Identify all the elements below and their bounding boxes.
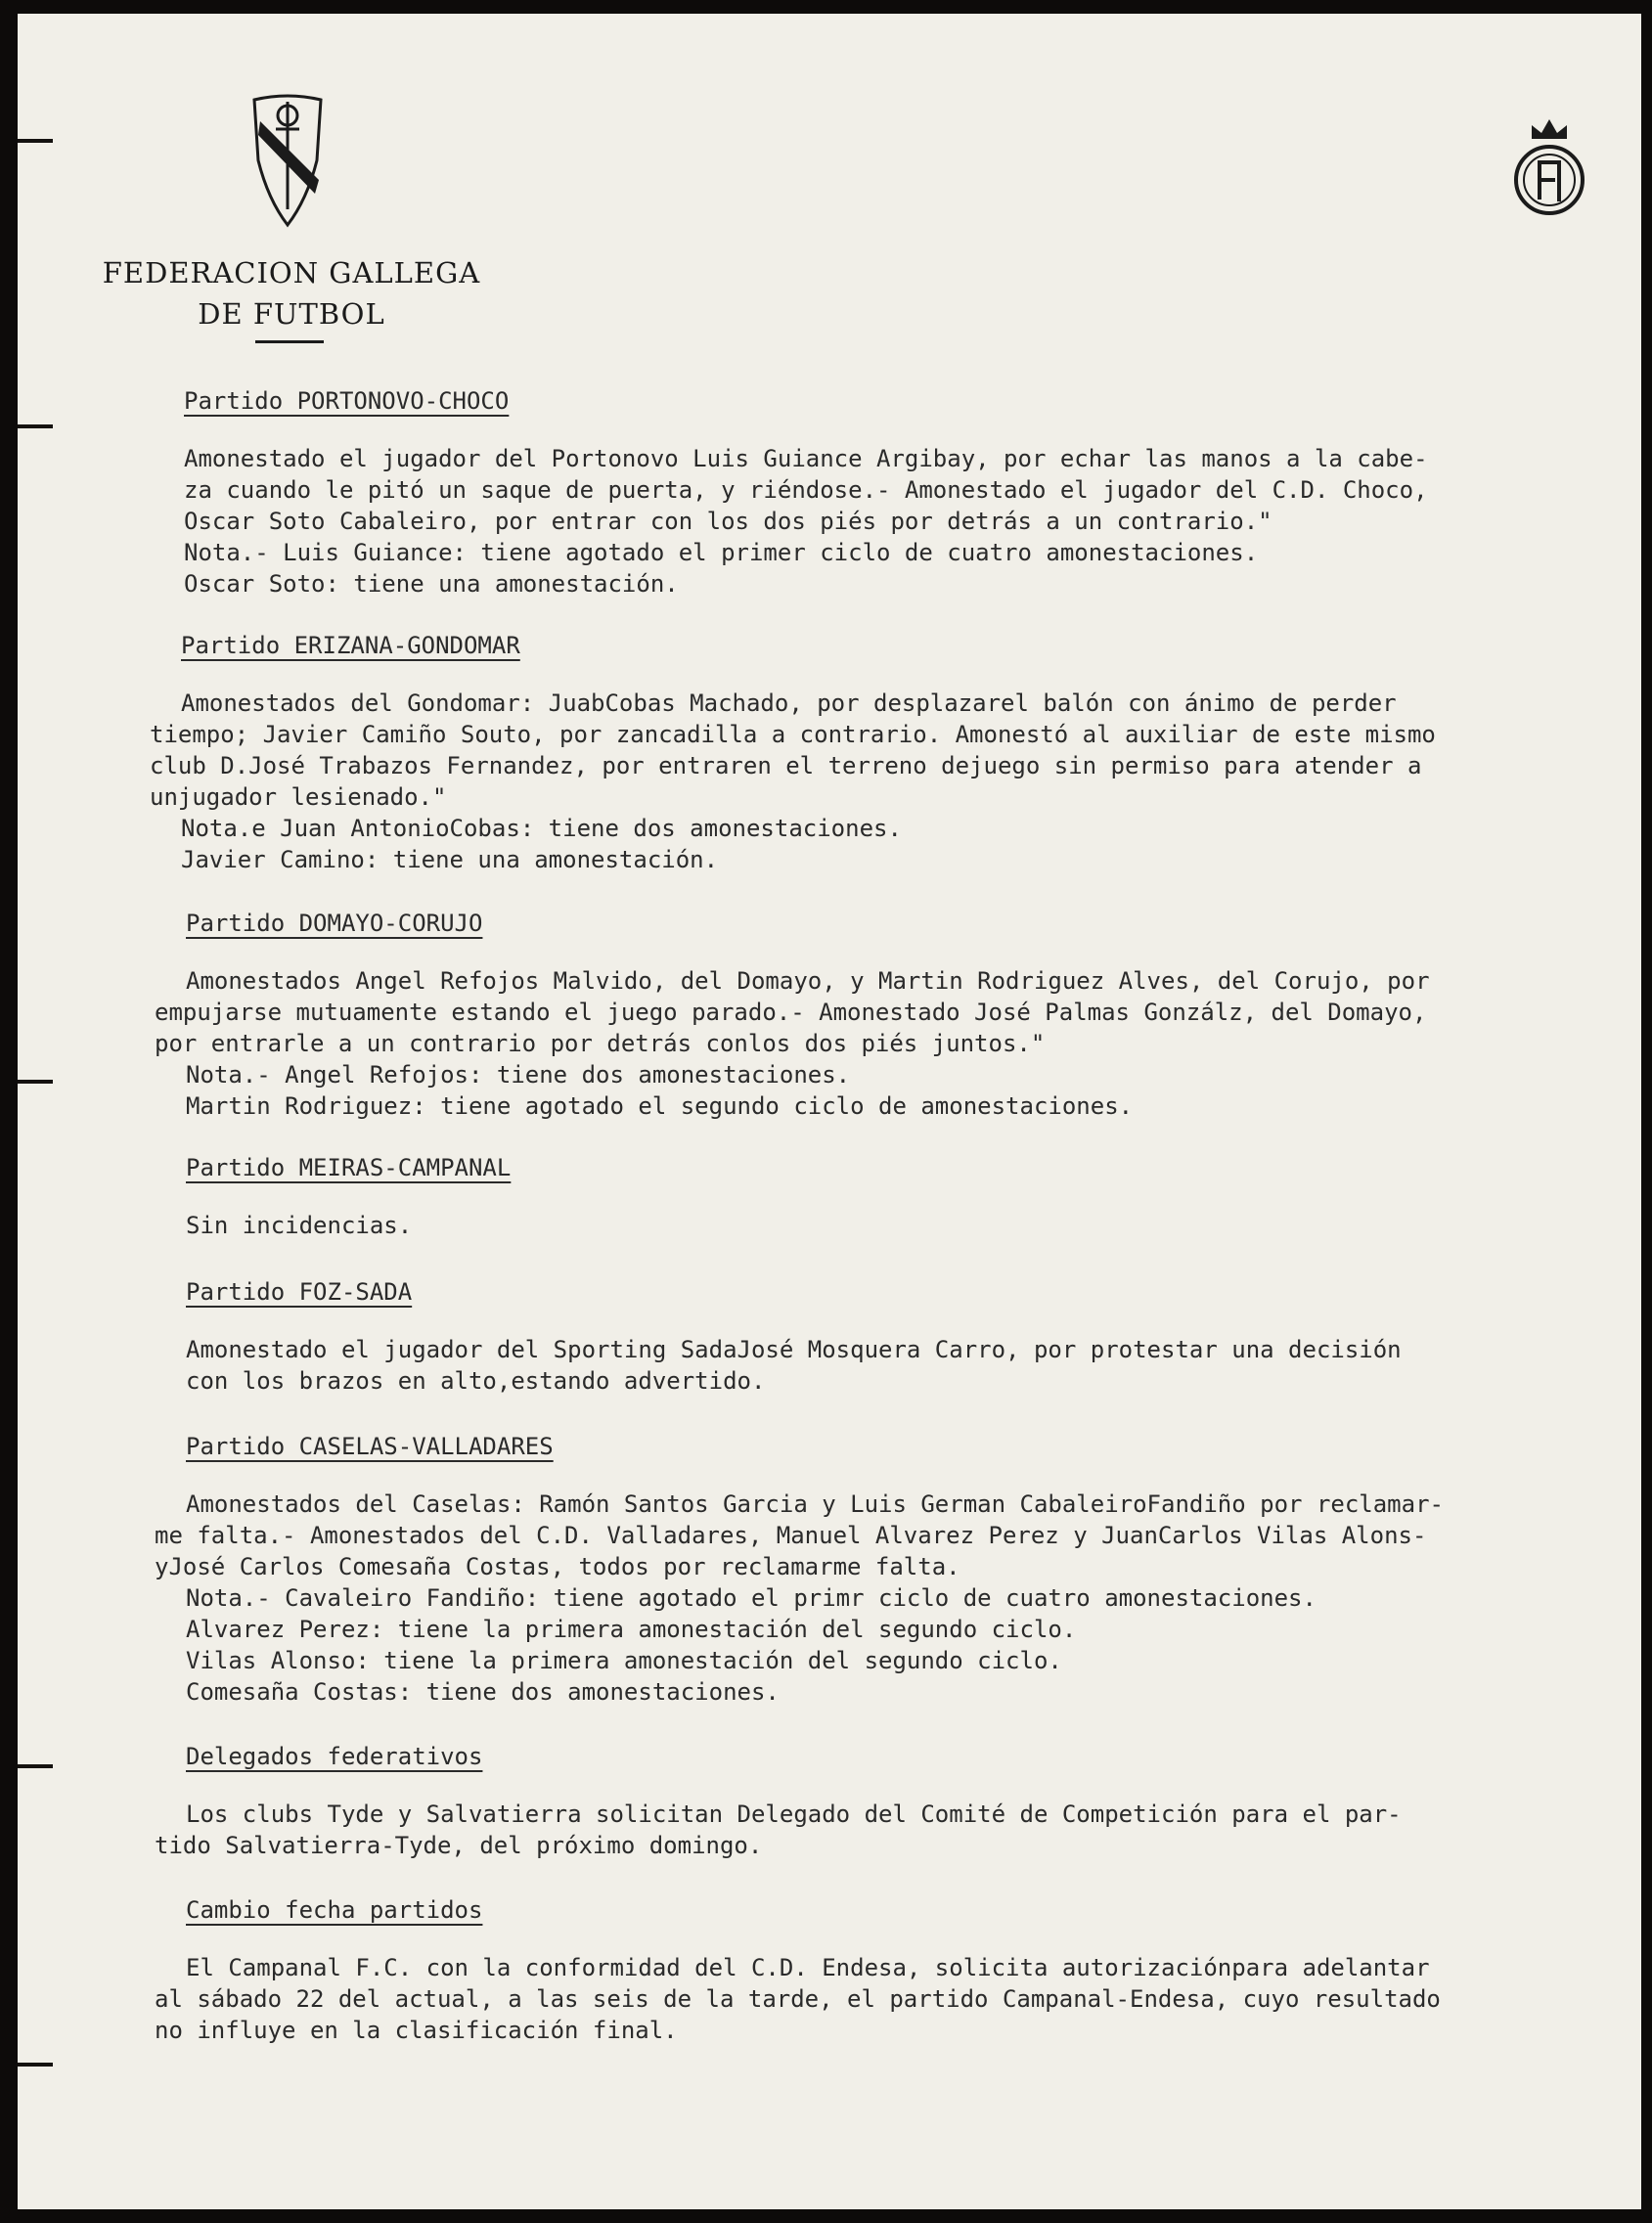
document-page xyxy=(18,14,1641,2209)
text-line: no influye en la clasificación final. xyxy=(155,2017,678,2044)
note-line: Javier Camino: tiene una amonestación. xyxy=(181,846,719,873)
note-line: Nota.- Luis Guiance: tiene agotado el primer ciclo de cuatro amonestaciones. xyxy=(184,539,1259,566)
note-line: Nota.- Angel Refojos: tiene dos amonestaciones. xyxy=(186,1061,851,1089)
note-line: Martin Rodriguez: tiene agotado el segundo ciclo de amonestaciones. xyxy=(186,1092,1134,1120)
text-line: al sábado 22 del actual, a las seis de la tarde, el partido Campanal-Endesa, cuyo resultado xyxy=(155,1985,1441,2013)
text-line: Oscar Soto Cabaleiro, por entrar con los dos piés por detrás a un contrario." xyxy=(184,508,1272,535)
section-heading: Delegados federativos xyxy=(186,1743,483,1770)
section-heading: Partido ERIZANA-GONDOMAR xyxy=(181,632,520,659)
text-line: empujarse mutuamente estando el juego parado.- Amonestado José Palmas Gonzálz, del Domayo, xyxy=(155,999,1427,1026)
note-line: Oscar Soto: tiene una amonestación. xyxy=(184,570,679,598)
note-line: Nota.- Cavaleiro Fandiño: tiene agotado el primr ciclo de cuatro amonestaciones. xyxy=(186,1584,1317,1612)
section-heading: Partido DOMAYO-CORUJO xyxy=(186,910,483,937)
section-heading: Cambio fecha partidos xyxy=(186,1896,483,1924)
note-line: Nota.e Juan AntonioCobas: tiene dos amonestaciones. xyxy=(181,815,902,842)
text-line: Amonestado el jugador del Sporting SadaJosé Mosquera Carro, por protestar una decisión xyxy=(186,1336,1402,1363)
report-body xyxy=(18,14,1641,2209)
text-line: con los brazos en alto,estando advertido. xyxy=(186,1367,766,1395)
text-line: me falta.- Amonestados del C.D. Valladares, Manuel Alvarez Perez y JuanCarlos Vilas Alons- xyxy=(155,1522,1427,1549)
section-heading: Partido PORTONOVO-CHOCO xyxy=(184,387,510,415)
federation-name-line-1: FEDERACION GALLEGA xyxy=(102,256,481,289)
text-line: Amonestado el jugador del Portonovo Luis Guiance Argibay, por echar las manos a la cabe- xyxy=(184,445,1428,472)
section-heading: Partido MEIRAS-CAMPANAL xyxy=(186,1154,512,1181)
text-line: Los clubs Tyde y Salvatierra solicitan Delegado del Comité de Competición para el par- xyxy=(186,1801,1402,1828)
federation-name-line-2: DE FUTBOL xyxy=(198,297,385,331)
text-line: El Campanal F.C. con la conformidad del C.D. Endesa, solicita autorizaciónpara adelantar xyxy=(186,1954,1430,1981)
section-heading: Partido CASELAS-VALLADARES xyxy=(186,1433,554,1460)
text-line: tiempo; Javier Camiño Souto, por zancadilla a contrario. Amonestó al auxiliar de este mismo xyxy=(150,721,1436,748)
text-line: unjugador lesienado." xyxy=(150,783,447,811)
text-line: Sin incidencias. xyxy=(186,1212,413,1239)
text-line: Amonestados del Gondomar: JuabCobas Machado, por desplazarel balón con ánimo de perder xyxy=(181,689,1397,717)
text-line: tido Salvatierra-Tyde, del próximo domingo. xyxy=(155,1832,763,1859)
note-line: Vilas Alonso: tiene la primera amonestación del segundo ciclo. xyxy=(186,1647,1062,1674)
section-heading: Partido FOZ-SADA xyxy=(186,1278,413,1306)
note-line: Comesaña Costas: tiene dos amonestaciones. xyxy=(186,1678,780,1706)
text-line: yJosé Carlos Comesaña Costas, todos por reclamarme falta. xyxy=(155,1553,960,1580)
text-line: Amonestados del Caselas: Ramón Santos Garcia y Luis German CabaleiroFandiño por reclamar- xyxy=(186,1490,1444,1518)
note-line: Alvarez Perez: tiene la primera amonestación del segundo ciclo. xyxy=(186,1616,1077,1643)
text-line: club D.José Trabazos Fernandez, por entraren el terreno dejuego sin permiso para atender a xyxy=(150,752,1422,779)
text-line: Amonestados Angel Refojos Malvido, del Domayo, y Martin Rodriguez Alves, del Corujo, por xyxy=(186,967,1430,995)
text-line: za cuando le pitó un saque de puerta, y riéndose.- Amonestado el jugador del C.D. Choco, xyxy=(184,476,1428,504)
text-line: por entrarle a un contrario por detrás conlos dos piés juntos." xyxy=(155,1030,1046,1057)
